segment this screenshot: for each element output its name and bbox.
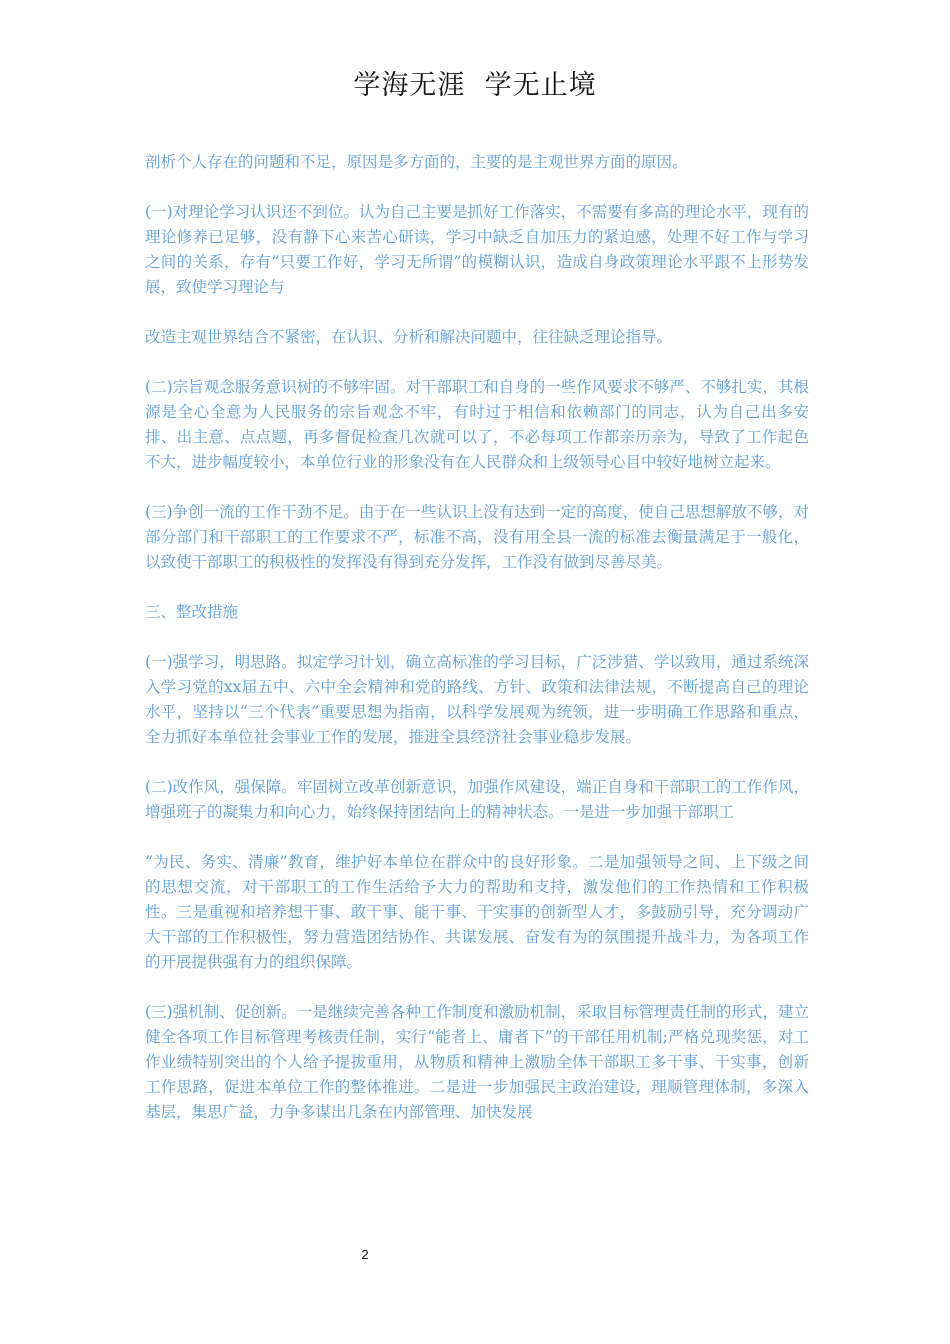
body-paragraph: (一)对理论学习认识还不到位。认为自己主要是抓好工作落实，不需要有多高的理论水平，现有的理论修养已足够，没有静下心来苦心研读，学习中缺乏自加压力的紧迫感，处理不好工作与学习之间的关系，存有“只要工作好，学习无所谓”的模糊认识，造成自身政策理论水平跟不上形势发展，致使学习理论与 [145,203,809,296]
body-paragraph: (一)强学习，明思路。拟定学习计划，确立高标准的学习目标，广泛涉猎、学以致用，通过系统深入学习党的xx届五中、六中全会精神和党的路线、方针、政策和法律法规，不断提高自己的理论水平，坚持以“三个代表”重要思想为指南，以科学发展观为统领，进一步明确工作思路和重点，全力抓好本单位社会事业工作的发展，推进全县经济社会事业稳步发展。 [145,653,809,746]
page-header-title: 学海无涯 学无止境 [353,70,597,101]
body-paragraph: 改造主观世界结合不紧密，在认识、分析和解决问题中，往往缺乏理论指导。 [145,328,673,346]
body-paragraph: 剖析个人存在的问题和不足，原因是多方面的，主要的是主观世界方面的原因。 [145,153,688,171]
page-number: 2 [361,1247,369,1262]
body-paragraph: (二)宗旨观念服务意识树的不够牢固。对干部职工和自身的一些作风要求不够严、不够扎实，其根源是全心全意为人民服务的宗旨观念不牢，有时过于相信和依赖部门的同志，认为自己出多安排、出主意、点点题，再多督促检查几次就可以了，不必每项工作都亲历亲为，导致了工作起色不大，进步幅度较小，本单位行业的形象没有在人民群众和上级领导心目中较好地树立起来。 [145,378,809,471]
body-paragraph: (三)争创一流的工作干劲不足。由于在一些认识上没有达到一定的高度，使自己思想解放不够，对部分部门和干部职工的工作要求不严，标准不高，没有用全县一流的标准去衡量满足于一般化，以致使干部职工的积极性的发挥没有得到充分发挥，工作没有做到尽善尽美。 [145,503,809,571]
body-paragraph: (三)强机制、促创新。一是继续完善各种工作制度和激励机制，采取目标管理责任制的形式，建立健全各项工作目标管理考核责任制，实行“能者上、庸者下”的干部任用机制;严格兑现奖惩，对工作业绩特别突出的个人给予提拔重用，从物质和精神上激励全体干部职工多干事、干实事，创新工作思路，促进本单位工作的整体推进。二是进一步加强民主政治建设，理顺管理体制，多深入基层，集思广益，力争多谋出几条在内部管理、加快发展 [145,1003,809,1121]
body-paragraph: “为民、务实、清廉”教育，维护好本单位在群众中的良好形象。二是加强领导之间、上下级之间的思想交流，对干部职工的工作生活给予大力的帮助和支持，激发他们的工作热情和工作积极性。三是重视和培养想干事、敢干事、能干事、干实事的创新型人才，多鼓励引导，充分调动广大干部的工作积极性，努力营造团结协作、共谋发展、奋发有为的氛围提升战斗力，为各项工作的开展提供强有力的组织保障。 [145,853,809,971]
section-heading: 三、整改措施 [145,603,239,621]
body-paragraph: (二)改作风，强保障。牢固树立改革创新意识，加强作风建设，端正自身和干部职工的工作作风，增强班子的凝集力和向心力，始终保持团结向上的精神状态。一是进一步加强干部职工 [145,778,809,821]
document-body [145,150,809,1150]
